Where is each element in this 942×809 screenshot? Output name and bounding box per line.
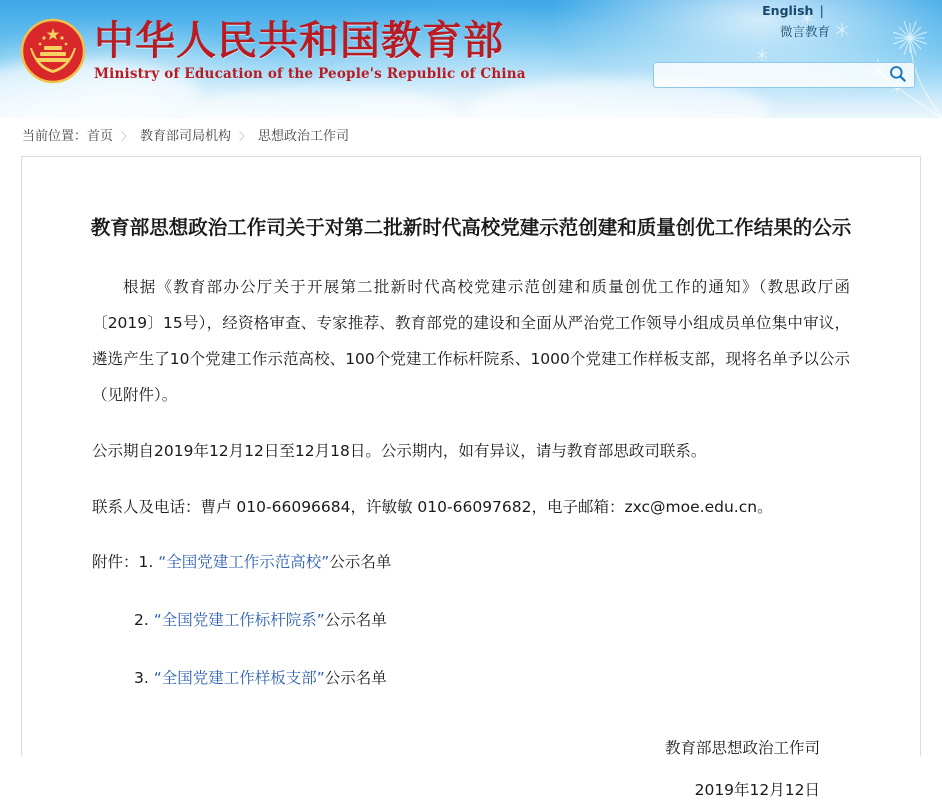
attachments-label: 附件： — [92, 553, 139, 571]
content-panel — [21, 156, 921, 799]
document-body — [92, 269, 850, 525]
attachment-suffix-1: 公示名单 — [329, 553, 392, 571]
paragraph-1: 根据《教育部办公厅关于开展第二批新时代高校党建示范创建和质量创优工作的通知》（教思政厅函〔2019〕15号），经资格审查、专家推荐、教育部党的建设和全面从严治党工作领导小组成员单位集中审议，遴选产生了10个党建工作示范高校、100个党建工作标杆院系、1000个党建工作样板支部，现将名单予以公示（见附件）。 — [92, 278, 850, 404]
english-link[interactable]: English — [762, 3, 814, 18]
breadcrumb-item-home[interactable]: 首页 — [87, 129, 114, 144]
attachment-number-3: 3. — [134, 669, 149, 687]
site-header — [0, 0, 942, 118]
breadcrumb — [0, 118, 942, 156]
paragraph-3: 联系人及电话：曹卢 010-66096684，许敏敏 010-66097682，电子邮箱：zxc@moe.edu.cn。 — [92, 498, 773, 516]
attachment-number-1: 1. — [138, 553, 154, 571]
breadcrumb-item-departments[interactable]: 教育部司局机构 — [140, 129, 232, 144]
attachment-row-3 — [92, 661, 850, 695]
attachment-link-2[interactable]: “全国党建工作标杆院系” — [153, 611, 325, 629]
paragraph-2: 公示期自2019年12月12日至12月18日。公示期内，如有异议，请与教育部思政司联系。 — [92, 442, 707, 460]
top-links — [762, 0, 830, 41]
search-input[interactable] — [660, 65, 878, 85]
cloud-decoration-2 — [180, 86, 460, 118]
attachment-number-2: 2. — [134, 611, 149, 629]
site-title — [94, 17, 526, 82]
breadcrumb-arrow-1: 〉 — [121, 130, 133, 143]
signature-block — [22, 729, 820, 809]
breadcrumb-arrow-2: 〉 — [239, 130, 251, 143]
wechat-link[interactable]: 微言教育 — [779, 24, 830, 39]
search-button[interactable] — [884, 64, 912, 86]
breadcrumb-label: 当前位置： — [22, 129, 88, 144]
attachment-row-1 — [92, 545, 850, 579]
attachment-suffix-2: 公示名单 — [324, 611, 387, 629]
signature-date: 2019年12月12日 — [694, 781, 820, 799]
search-icon — [888, 64, 908, 84]
attachment-row-2 — [92, 603, 850, 637]
signature-organization: 教育部思想政治工作司 — [664, 739, 820, 757]
attachment-suffix-3: 公示名单 — [324, 669, 387, 687]
link-separator: | — [819, 3, 824, 18]
attachment-list — [92, 545, 850, 695]
national-emblem-icon — [20, 18, 86, 84]
search-box[interactable] — [653, 62, 915, 88]
breadcrumb-item-current[interactable]: 思想政治工作司 — [258, 129, 350, 144]
attachment-link-1[interactable]: “全国党建工作示范高校” — [158, 553, 330, 571]
site-title-cn: 中华人民共和国教育部 — [94, 17, 504, 64]
site-title-en: Ministry of Education of the People's Republic of China — [94, 66, 526, 82]
page-title: 教育部思想政治工作司关于对第二批新时代高校党建示范创建和质量创优工作结果的公示 — [90, 216, 852, 239]
attachment-link-3[interactable]: “全国党建工作样板支部” — [153, 669, 325, 687]
